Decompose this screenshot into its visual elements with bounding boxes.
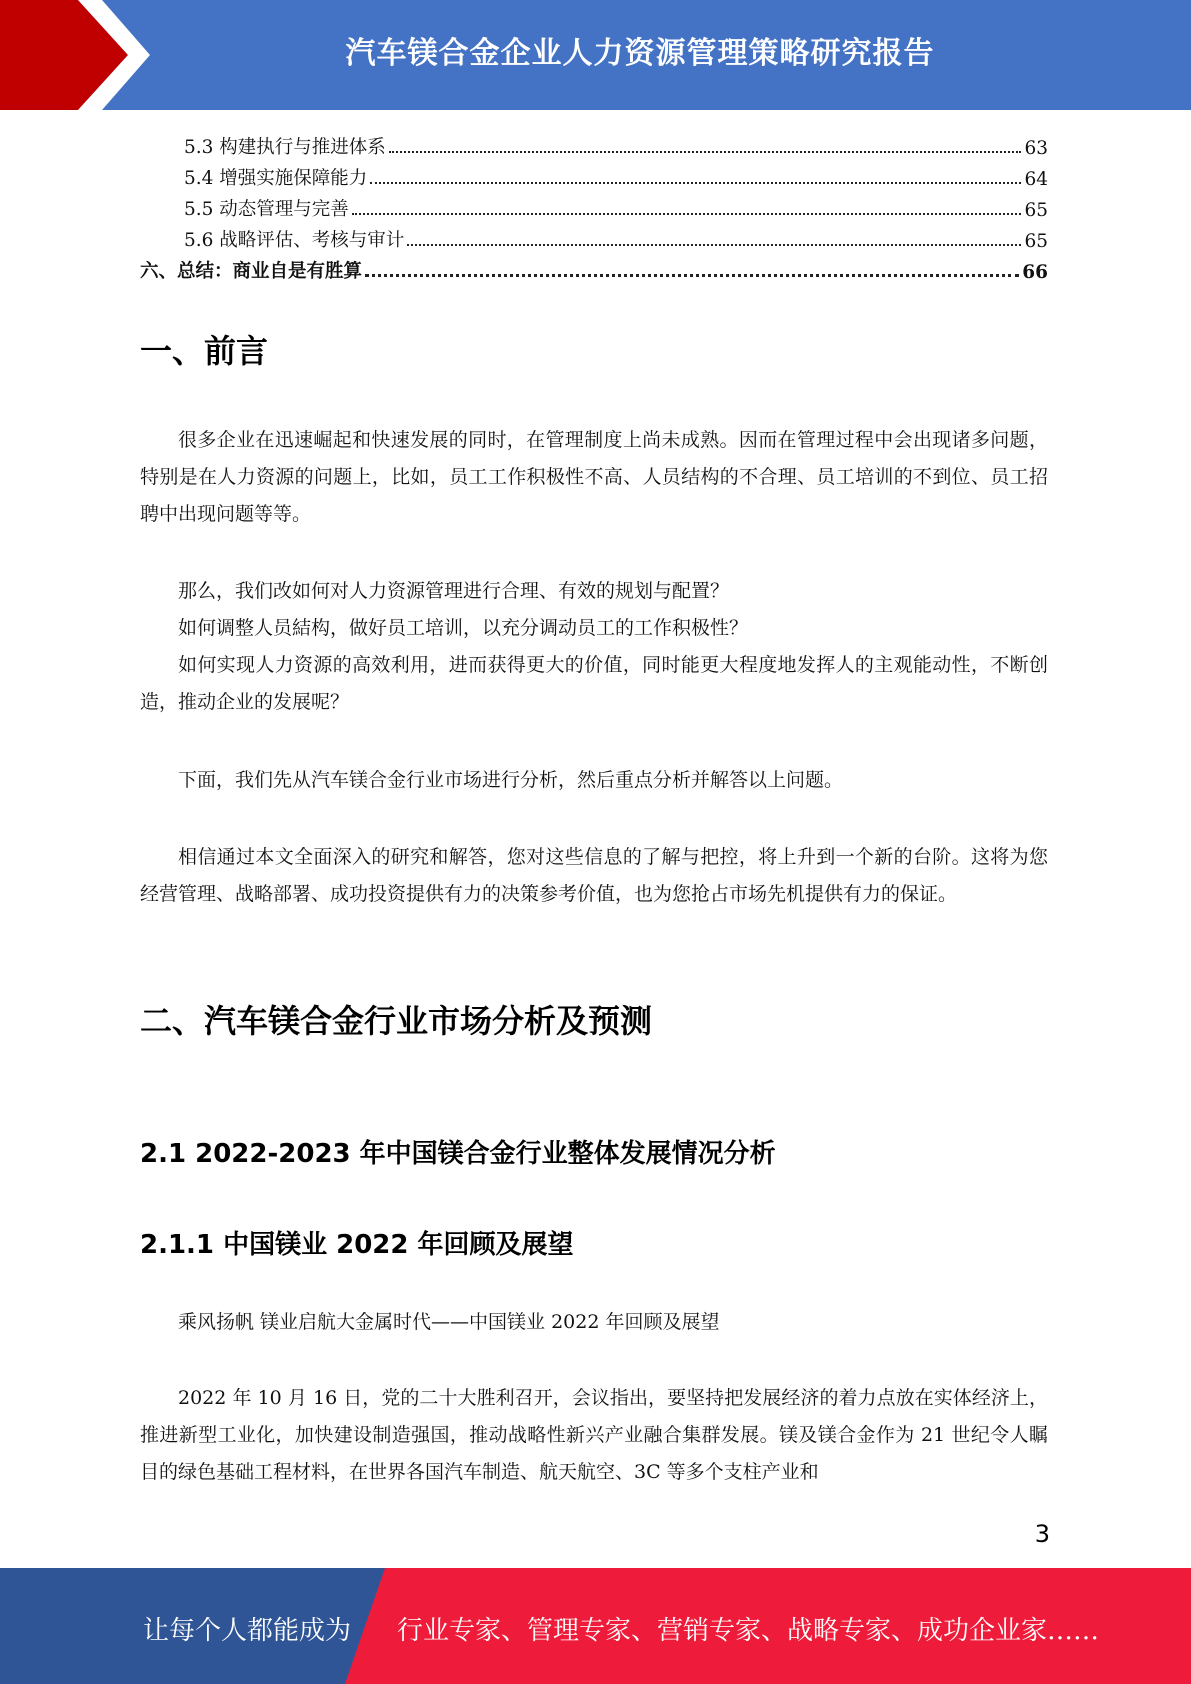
toc-item-page: 65 <box>1024 200 1048 221</box>
subsection-heading: 2.1 2022-2023 年中国镁合金行业整体发展情况分析 <box>140 1139 776 1169</box>
page-footer <box>0 1568 1191 1684</box>
footer-slogan-right: 行业专家、管理专家、营销专家、战略专家、成功企业家…… <box>397 1616 1100 1646</box>
paragraph: 乘风扬帆 镁业启航大金属时代——中国镁业 2022 年回顾及展望 <box>178 1311 720 1333</box>
toc-leader-dots <box>407 244 1021 246</box>
subsubsection-heading: 2.1.1 中国镁业 2022 年回顾及展望 <box>140 1230 574 1260</box>
page-header <box>0 0 1191 110</box>
paragraph: 如何实现人力资源的高效利用，进而获得更大的价值，同时能更大程度地发挥人的主观能动性，不断创造，推动企业的发展呢？ <box>140 654 1048 713</box>
toc-leader-dots <box>365 274 1019 277</box>
footer-slogan-left: 让每个人都能成为 <box>143 1616 352 1646</box>
toc-item-label: 5.6 战略评估、考核与审计 <box>184 230 405 251</box>
toc-item-label: 六、总结：商业自是有胜算 <box>140 261 363 282</box>
toc-item[interactable] <box>140 128 1048 159</box>
toc-item-label: 5.5 动态管理与完善 <box>184 199 349 220</box>
toc-leader-dots <box>389 151 1022 153</box>
paragraph: 很多企业在迅速崛起和快速发展的同时，在管理制度上尚未成熟。因而在管理过程中会出现诸多问题，特别是在人力资源的问题上，比如，员工工作积极性不高、人员结构的不合理、员工培训的不到位、员工招聘中出现问题等等。 <box>140 429 1048 525</box>
toc-item-chapter[interactable] <box>140 252 1048 283</box>
header-arrow-decoration <box>0 0 160 110</box>
toc-item-page: 63 <box>1024 138 1048 159</box>
section-heading-market-analysis: 二、汽车镁合金行业市场分析及预测 <box>140 1002 653 1040</box>
paragraph: 下面，我们先从汽车镁合金行业市场进行分析，然后重点分析并解答以上问题。 <box>178 769 844 791</box>
toc-item-label: 5.4 增强实施保障能力 <box>184 168 368 189</box>
report-title: 汽车镁合金企业人力资源管理策略研究报告 <box>345 36 935 71</box>
paragraph: 如何调整人员結构，做好员工培训，以充分调动员工的工作积极性？ <box>178 617 749 639</box>
paragraph: 相信通过本文全面深入的研究和解答，您对这些信息的了解与把控，将上升到一个新的台阶。这将为您经营管理、战略部署、成功投资提供有力的决策参考价值，也为您抢占市场先机提供有力的保证。 <box>140 846 1048 905</box>
page-number: 3 <box>1034 1520 1050 1548</box>
toc-item-page: 65 <box>1024 231 1048 252</box>
toc-item[interactable] <box>140 159 1048 190</box>
toc-item-label: 5.3 构建执行与推进体系 <box>184 137 386 158</box>
toc-leader-dots <box>352 213 1022 215</box>
paragraph: 那么，我们改如何对人力资源管理进行合理、有效的规划与配置？ <box>178 580 730 602</box>
toc-item[interactable] <box>140 190 1048 221</box>
toc-item-page: 66 <box>1022 262 1048 283</box>
toc-item-page: 64 <box>1024 169 1048 190</box>
toc-item[interactable] <box>140 221 1048 252</box>
toc-leader-dots <box>370 182 1021 184</box>
paragraph: 2022 年 10 月 16 日，党的二十大胜利召开，会议指出，要坚持把发展经济的着力点放在实体经济上，推进新型工业化，加快建设制造强国，推动战略性新兴产业融合集群发展。镁及镁合金作为 21 世纪令人瞩目的绿色基础工程材料，在世界各国汽车制造、航天航空、3C 等多个支柱产业和 <box>140 1387 1048 1483</box>
section-heading-preface: 一、前言 <box>140 332 269 370</box>
table-of-contents <box>140 128 1048 283</box>
